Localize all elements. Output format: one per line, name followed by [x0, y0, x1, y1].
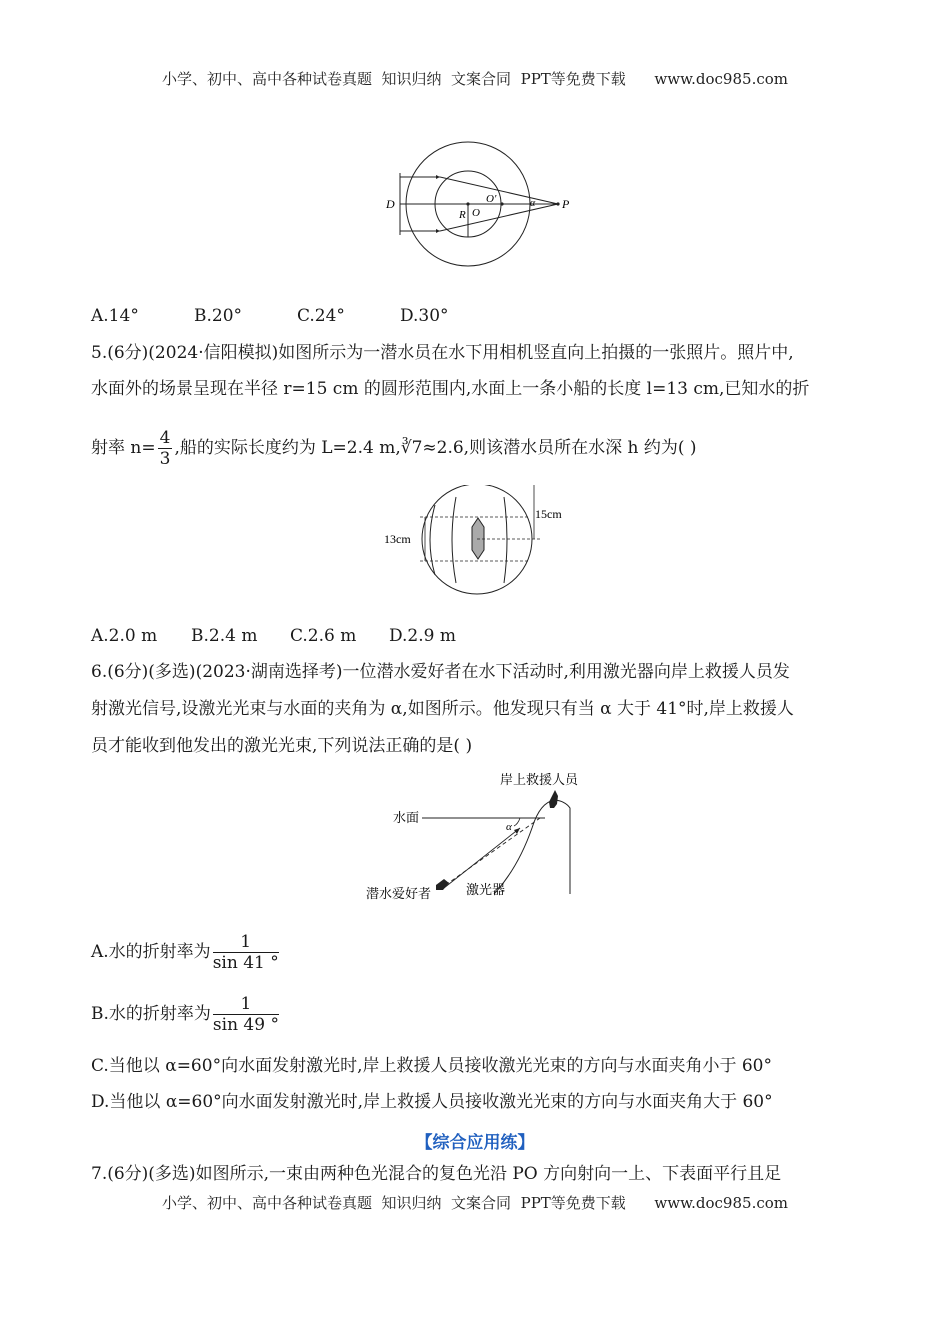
q5-n-fraction	[158, 428, 173, 469]
label-D: D	[386, 197, 395, 211]
figure-sphere-diagram	[380, 140, 580, 270]
q5-n-den: 3	[159, 449, 171, 469]
q6-option-c[interactable]: C.当他以 α=60°向水面发射激光时,岸上救援人员接收激光光束的方向与水面夹角小于 60°	[91, 1056, 773, 1076]
q5-line-1: 5.(6分)(2024·信阳模拟)如图所示为一潜水员在水下用相机竖直向上拍摄的一张照片。照片中,	[91, 343, 794, 363]
q4-option-d[interactable]: D.30°	[400, 306, 449, 326]
label-13cm: 13cm	[384, 532, 411, 546]
figure-photo-circle	[380, 485, 580, 595]
section-title: 【综合应用练】	[415, 1133, 535, 1153]
label-water-surface: 水面	[393, 810, 420, 825]
q5-line-3	[91, 428, 697, 469]
label-O: O	[472, 207, 480, 219]
q4-options	[91, 305, 449, 327]
q5-option-c[interactable]: C.2.6 m	[290, 626, 357, 646]
label-15cm: 15cm	[535, 507, 562, 521]
q4-option-a[interactable]: A.14°	[91, 306, 139, 326]
q5-line-3-pre: 射率 n=	[91, 438, 156, 458]
q5-n-num: 4	[159, 428, 171, 448]
page-header: 小学、初中、高中各种试卷真题 知识归纳 文案合同 PPT等免费下载 www.doc985.com	[161, 70, 788, 88]
q6-option-b-num: 1	[213, 994, 279, 1015]
q6-option-a[interactable]	[91, 932, 281, 973]
label-rescuer: 岸上救援人员	[500, 772, 579, 787]
q6-option-a-num: 1	[213, 932, 279, 953]
q6-line-3: 员才能收到他发出的激光光束,下列说法正确的是( )	[91, 736, 473, 756]
q5-option-d[interactable]: D.2.9 m	[389, 626, 456, 646]
q6-option-a-den: sin 41 °	[212, 953, 279, 973]
q6-option-b-den: sin 49 °	[212, 1015, 279, 1035]
figure-laser-diver	[360, 768, 600, 908]
q6-line-2: 射激光信号,设激光光束与水面的夹角为 α,如图所示。他发现只有当 α 大于 41°时,岸上救援人	[91, 699, 794, 719]
q6-option-a-text: A.水的折射率为	[91, 942, 211, 962]
label-diver: 潜水爱好者	[366, 886, 432, 901]
label-O-prime: O'	[486, 193, 497, 205]
page-footer: 小学、初中、高中各种试卷真题 知识归纳 文案合同 PPT等免费下载 www.doc985.com	[161, 1194, 788, 1212]
q6-option-b-text: B.水的折射率为	[91, 1004, 211, 1024]
q4-option-c[interactable]: C.24°	[297, 306, 345, 326]
q7-line-1: 7.(6分)(多选)如图所示,一束由两种色光混合的复色光沿 PO 方向射向一上、下表面平行且足	[91, 1164, 782, 1184]
q4-option-b[interactable]: B.20°	[194, 306, 243, 326]
q6-option-b[interactable]	[91, 994, 281, 1035]
q6-option-a-fraction	[213, 932, 279, 973]
q5-options	[91, 625, 456, 647]
label-alpha-2: α	[506, 821, 512, 833]
q6-line-1: 6.(6分)(多选)(2023·湖南选择考)一位潜水爱好者在水下活动时,利用激光器向岸上救援人员发	[91, 662, 790, 682]
label-laser: 激光器	[466, 882, 506, 897]
label-alpha: α	[530, 198, 536, 209]
q5-line-2: 水面外的场景呈现在半径 r=15 cm 的圆形范围内,水面上一条小船的长度 l=13 cm,已知水的折	[91, 379, 810, 399]
q5-option-a[interactable]: A.2.0 m	[91, 626, 158, 646]
q5-option-b[interactable]: B.2.4 m	[191, 626, 258, 646]
q5-line-3-post: ,船的实际长度约为 L=2.4 m,∛7≈2.6,则该潜水员所在水深 h 约为( )	[174, 438, 697, 458]
label-R: R	[459, 209, 466, 221]
label-P: P	[562, 197, 570, 211]
q6-option-d[interactable]: D.当他以 α=60°向水面发射激光时,岸上救援人员接收激光光束的方向与水面夹角大于 60°	[91, 1092, 773, 1112]
q6-option-b-fraction	[213, 994, 279, 1035]
